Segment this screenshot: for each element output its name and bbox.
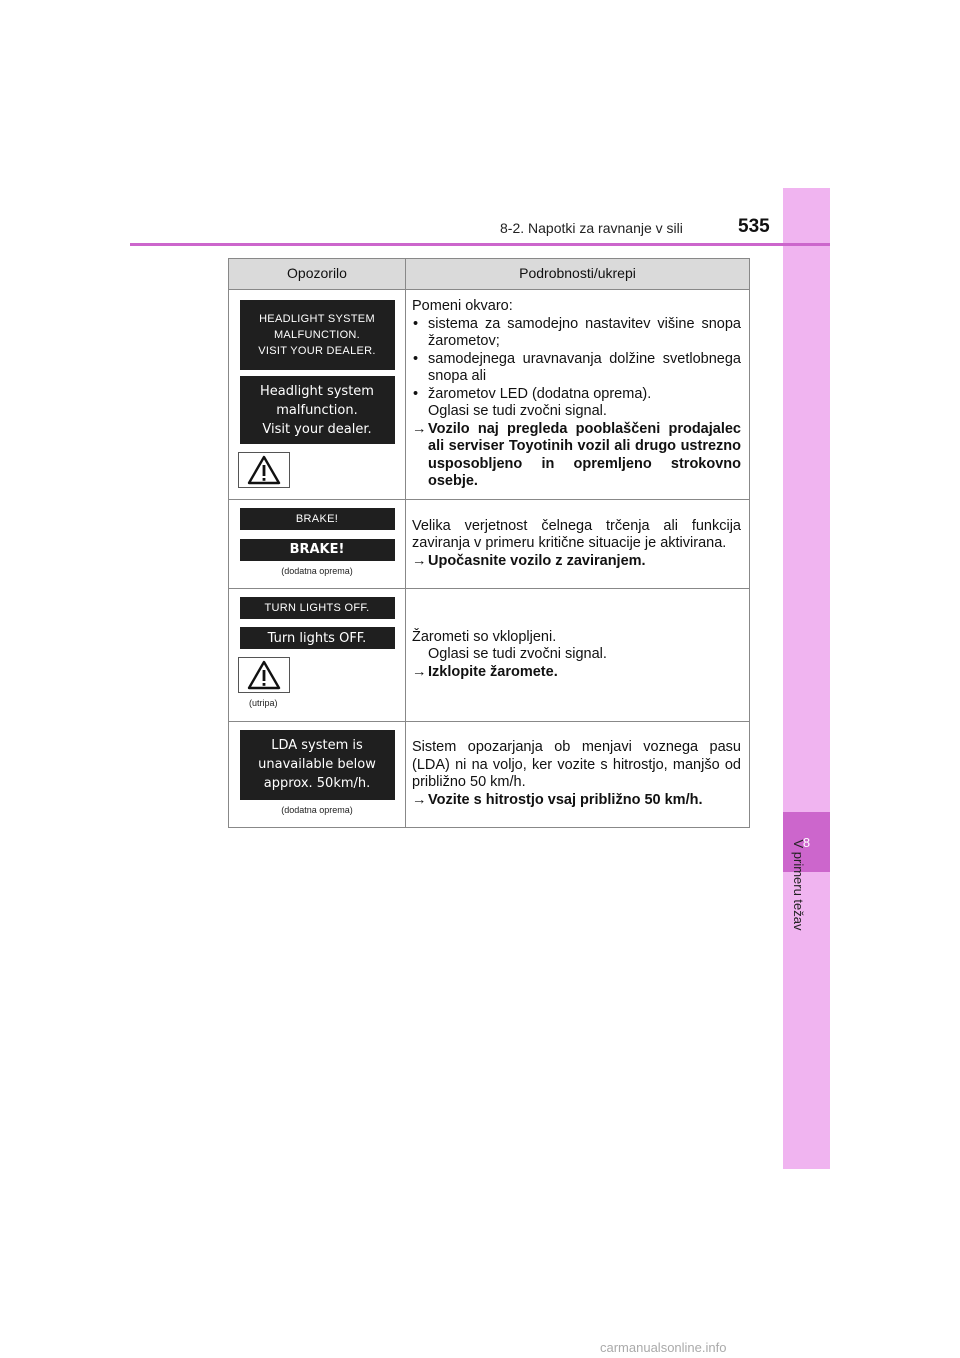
warning-cell — [229, 589, 406, 722]
warning-table — [228, 258, 750, 828]
details-cell: Sistem opozarjanja ob menjavi voznega pasu (LDA) ni na voljo, ker vozite s hitrostjo, manjšo od približno 50 km/h. → Vozite s hitrostjo vsaj približno 50 km/h. — [406, 721, 750, 828]
header-rule — [130, 243, 830, 246]
details-cell: Velika verjetnost čelnega trčenja ali funkcija zaviranja v primeru kritične situacije je aktivirana. → Upočasnite vozilo z zaviranjem. — [406, 499, 750, 589]
display-message-rich: BRAKE! — [240, 539, 395, 561]
caption: (utripa) — [249, 698, 278, 708]
chapter-tab-strip — [783, 188, 830, 1169]
warning-cell — [229, 499, 406, 589]
warning-triangle-icon — [238, 657, 290, 693]
display-message-upper: BRAKE! — [240, 508, 395, 530]
table-header-row — [229, 259, 750, 290]
details-cell: Pomeni okvaro: • sistema za samodejno nastavitev višine snopa žarometov; • samodejnega uravnavanja dolžine svetlobnega snopa ali • žarometov LED (dodatna oprema). Oglasi se tudi zvočni signal. → Vozilo naj pregleda pooblaščeni prodajalec ali serviser Toyotinih vozil ali drugo ustrezno usposobljeno in opremljeno strokovno osebje. — [406, 290, 750, 500]
details-cell: Žarometi so vklopljeni. Oglasi se tudi zvočni signal. → Izklopite žaromete. — [406, 589, 750, 722]
display-message-rich: LDA system is unavailable below approx. 50km/h. — [240, 730, 395, 800]
table-row — [229, 589, 750, 722]
display-message-upper: TURN LIGHTS OFF. — [240, 597, 395, 619]
column-header-details: Podrobnosti/ukrepi — [406, 259, 750, 290]
table-row — [229, 721, 750, 828]
chapter-number: 8 — [783, 812, 830, 872]
warning-cell — [229, 290, 406, 500]
column-header-warning: Opozorilo — [229, 259, 406, 290]
action-text: → Vozilo naj pregleda pooblaščeni prodajalec ali serviser Toyotinih vozil ali drugo ustrezno usposobljeno in opremljeno strokovno osebje. — [412, 420, 741, 489]
arrow-right-icon: → — [412, 420, 427, 437]
display-message-upper: HEADLIGHT SYSTEM MALFUNCTION. VISIT YOUR DEALER. — [240, 300, 395, 370]
display-message-rich: Headlight system malfunction. Visit your dealer. — [240, 376, 395, 444]
action-text: → Izklopite žaromete. — [412, 663, 558, 680]
table-row — [229, 499, 750, 589]
watermark: carmanualsonline.info — [600, 1340, 727, 1355]
display-message-rich: Turn lights OFF. — [240, 627, 395, 649]
page-number: 535 — [738, 216, 770, 237]
section-title: 8-2. Napotki za ravnanje v sili — [500, 220, 683, 236]
warning-cell — [229, 721, 406, 828]
table-row — [229, 290, 750, 500]
arrow-right-icon: → — [412, 552, 427, 569]
action-text: → Upočasnite vozilo z zaviranjem. — [412, 552, 646, 569]
action-text: → Vozite s hitrostjo vsaj približno 50 km/h. — [412, 791, 703, 808]
arrow-right-icon: → — [412, 663, 427, 680]
arrow-right-icon: → — [412, 791, 427, 808]
chapter-label: V primeru težav — [791, 839, 806, 931]
caption: (dodatna oprema) — [281, 565, 353, 576]
warning-triangle-icon — [238, 452, 290, 488]
caption: (dodatna oprema) — [281, 804, 353, 815]
